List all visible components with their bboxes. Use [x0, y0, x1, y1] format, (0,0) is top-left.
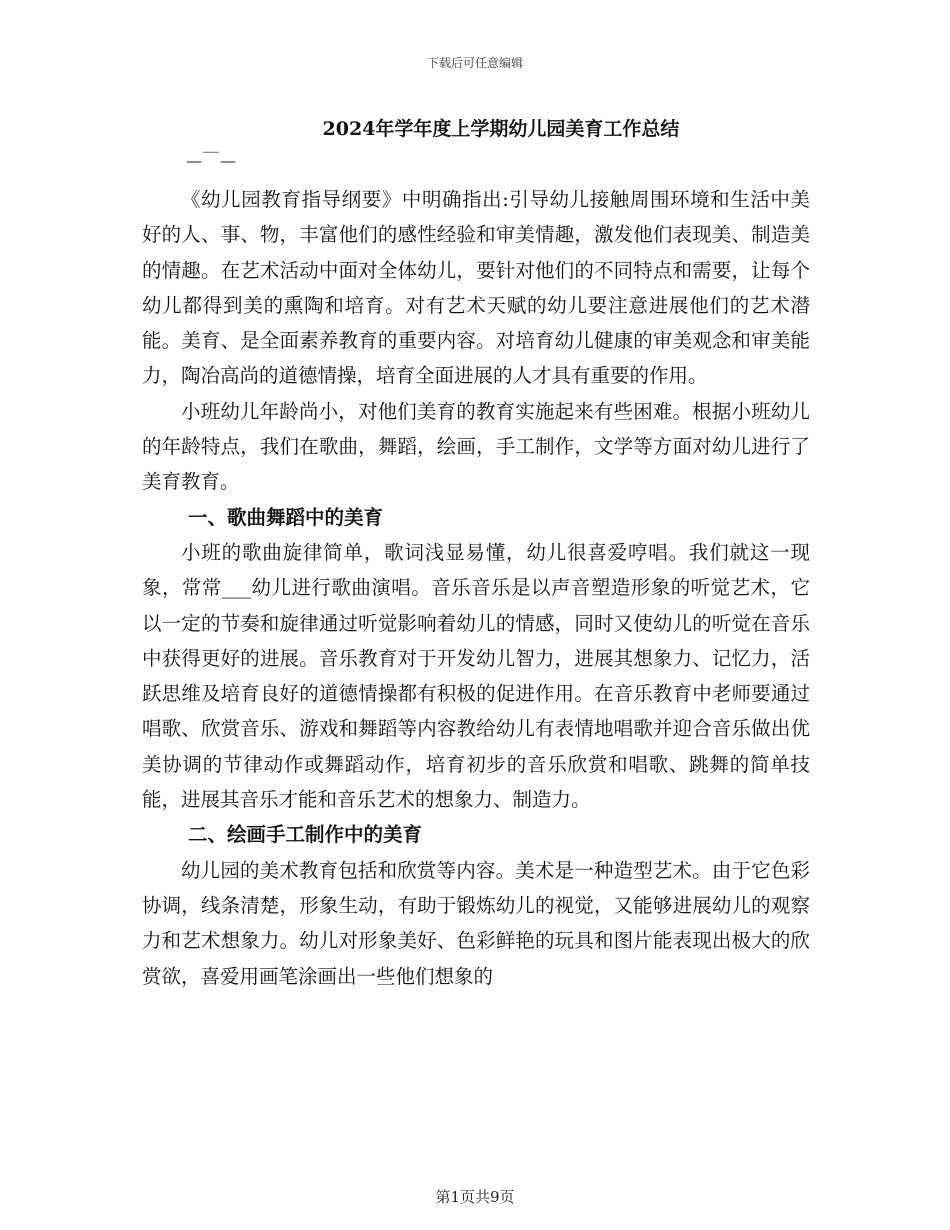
- section-heading-1: 一、歌曲舞蹈中的美育: [188, 505, 384, 529]
- page-header: 下载后可任意编辑: [426, 56, 523, 70]
- section-1-paragraph: 小班的歌曲旋律简单，歌词浅显易懂，幼儿很喜爱哼唱。我们就这一现象，常常___幼儿进行歌曲演唱。音乐音乐是以声音塑造形象的听觉艺术，它以一定的节奏和旋律通过听觉影响着幼儿的情感，同时又使幼儿的听觉在音乐中获得更好的进展。音乐教育对于开发幼儿智力，进展其想象力、记忆力，活跃思维及培育良好的道德情操都有积极的促进作用。在音乐教育中老师要通过唱歌、欣赏音乐、游戏和舞蹈等内容教给幼儿有表情地唱歌并迎合音乐做出优美协调的节律动作或舞蹈动作，培育初步的音乐欣赏和唱歌、跳舞的简单技能，进展其音乐才能和音乐艺术的想象力、制造力。: [142, 540, 810, 812]
- section-heading-2: 二、绘画手工制作中的美育: [188, 823, 423, 847]
- intro-paragraph-1: 《幼儿园教育指导纲要》中明确指出:引导幼儿接触周围环境和生活中美好的人、事、物，丰富他们的感性经验和审美情趣，激发他们表现美、制造美的情趣。在艺术活动中面对全体幼儿，要针对他们的不同特点和需要，让每个幼儿都得到美的熏陶和培育。对有艺术天赋的幼儿要注意进展他们的艺术潜能。美育、是全面素养教育的重要内容。对培育幼儿健康的审美观念和审美能力，陶冶高尚的道德情操，培育全面进展的人才具有重要的作用。: [142, 188, 810, 388]
- document-title: 2024年学年度上学期幼儿园美育工作总结: [322, 118, 680, 140]
- section-2-paragraph: 幼儿园的美术教育包括和欣赏等内容。美术是一种造型艺术。由于它色彩协调，线条清楚，形象生动，有助于锻炼幼儿的视觉，又能够进展幼儿的观察力和艺术想象力。幼儿对形象美好、色彩鲜艳的玩具和图片能表现出极大的欣赏欲，喜爱用画笔涂画出一些他们想象的: [142, 858, 810, 988]
- page-number: 第1页共9页: [435, 1188, 515, 1206]
- section-marker: —￣—: [186, 151, 238, 170]
- document-body: [142, 182, 810, 994]
- intro-paragraph-2: 小班幼儿年龄尚小，对他们美育的教育实施起来有些困难。根据小班幼儿的年龄特点，我们在歌曲，舞蹈，绘画，手工制作，文学等方面对幼儿进行了美育教育。: [142, 399, 810, 494]
